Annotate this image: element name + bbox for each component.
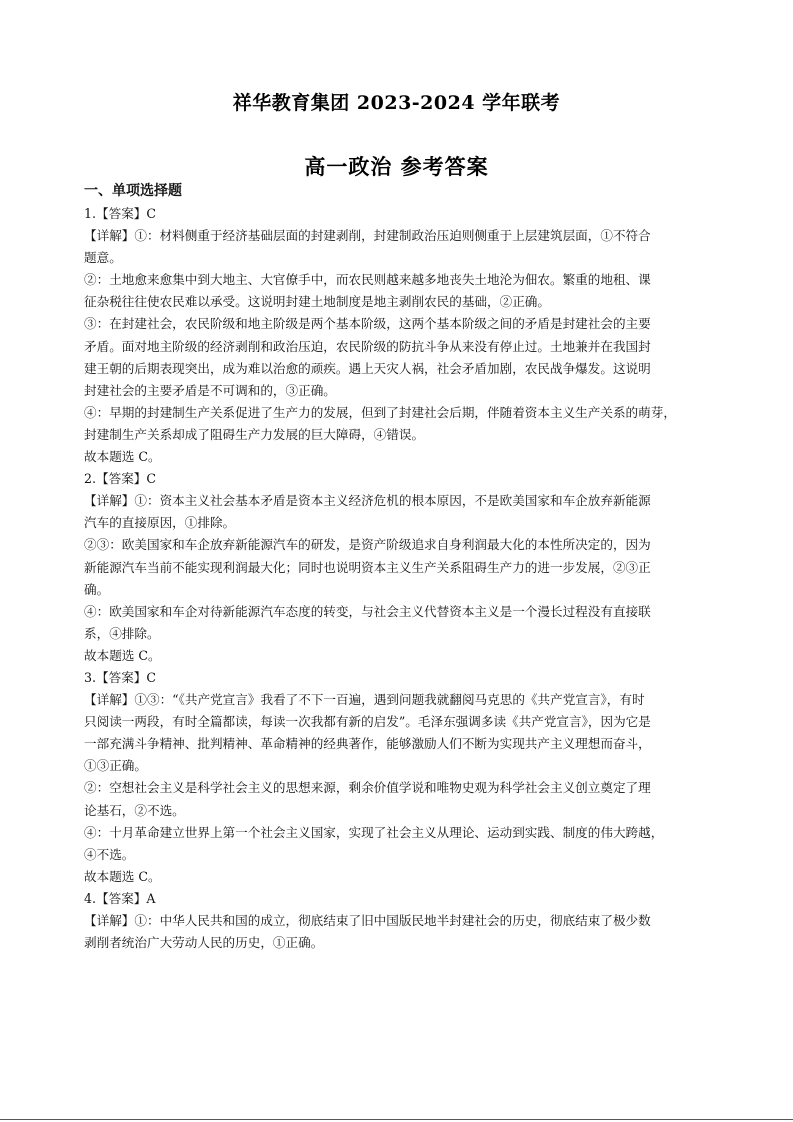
text-line: 【详解】①：材料侧重于经济基础层面的封建剥削，封建制政治压迫则侧重于上层建筑层面，①不符合 [84, 228, 651, 244]
text-line: ②：土地愈来愈集中到大地主、大官僚手中，而农民则越来越多地丧失土地沦为佃农。繁重的地租、课 [84, 272, 651, 288]
text-line: 1.【答案】C [84, 206, 157, 221]
text-line: 系，④排除。 [84, 625, 160, 641]
text-line: 矛盾。面对地主阶级的经济剥削和政治压迫，农民阶级的防抗斗争从来没有停止过。土地兼并在我国封 [84, 338, 651, 354]
text-line: ④：欧美国家和车企对待新能源汽车态度的转变，与社会主义代替资本主义是一个漫长过程没有直接联 [84, 603, 651, 619]
document-title: 祥华教育集团 2023-2024 学年联考 [232, 92, 561, 114]
text-line: 征杂税往往使农民难以承受。这说明封建土地制度是地主剥削农民的基础，②正确。 [84, 294, 550, 310]
text-line: 确。 [84, 581, 110, 597]
text-line: ②：空想社会主义是科学社会主义的思想来源，剩余价值学说和唯物史观为科学社会主义创立奠定了理 [84, 780, 651, 796]
text-line: 剥削者统治广大劳动人民的历史，①正确。 [84, 935, 324, 951]
page-bottom-divider [0, 1119, 793, 1120]
text-line: 只阅读一两段，有时全篇都读，每读一次我都有新的启发”。毛泽东强调多读《共产党宣言》，因为它是 [84, 714, 651, 730]
text-line: 封建社会的主要矛盾是不可调和的，③正确。 [84, 382, 336, 398]
text-line: 4.【答案】A [84, 890, 156, 906]
text-line: 一部充满斗争精神、批判精神、革命精神的经典著作，能够激励人们不断为实现共产主义理想而奋斗， [84, 736, 651, 752]
text-line: 【详解】①：中华人民共和国的成立，彻底结束了旧中国版民地半封建社会的历史，彻底结束了极少数 [84, 913, 651, 928]
text-line: 故本题选 C。 [84, 449, 161, 465]
text-line: 新能源汽车当前不能实现利润最大化；同时也说明资本主义生产关系阻碍生产力的进一步发展，②③正 [84, 559, 651, 575]
text-line: 2.【答案】C [84, 471, 157, 487]
text-line: 汽车的直接原因，①排除。 [84, 515, 236, 531]
section-heading: 一、单项选择题 [84, 183, 182, 199]
text-line: 3.【答案】C [84, 669, 157, 685]
text-line: 论基石，②不选。 [84, 802, 185, 818]
text-line: ①③正确。 [84, 758, 147, 774]
text-line: ④不选。 [84, 846, 135, 862]
text-line: 建王朝的后期表现突出，成为难以治愈的顽疾。遇上天灾人祸，社会矛盾加剧，农民战争爆发。这说明 [84, 360, 651, 376]
text-line: 封建制生产关系却成了阻碍生产力发展的巨大障碍，④错误。 [84, 426, 425, 442]
text-line: ④：十月革命建立世界上第一个社会主义国家，实现了社会主义从理论、运动到实践、制度的伟大跨越， [84, 824, 664, 840]
text-line: 题意。 [84, 250, 122, 266]
text-line: 【详解】①③：“《共产党宣言》我看了不下一百遍，遇到问题我就翻阅马克思的《共产党宣言》，有时 [84, 692, 645, 708]
text-line: ④：早期的封建制生产关系促进了生产力的发展，但到了封建社会后期，伴随着资本主义生产关系的萌芽， [84, 404, 676, 420]
document-subtitle: 高一政治 参考答案 [304, 154, 489, 179]
text-line: ③：在封建社会，农民阶级和地主阶级是两个基本阶级，这两个基本阶级之间的矛盾是封建社会的主要 [84, 316, 651, 332]
answer-content [84, 203, 724, 954]
text-line: 故本题选 C。 [84, 647, 161, 663]
text-line: 故本题选 C。 [84, 868, 161, 884]
text-line: 【详解】①：资本主义社会基本矛盾是资本主义经济危机的根本原因，不是欧美国家和车企放弃新能源 [84, 493, 651, 509]
text-line: ②③：欧美国家和车企放弃新能源汽车的研发，是资产阶级追求自身利润最大化的本性所决定的，因为 [84, 537, 651, 553]
